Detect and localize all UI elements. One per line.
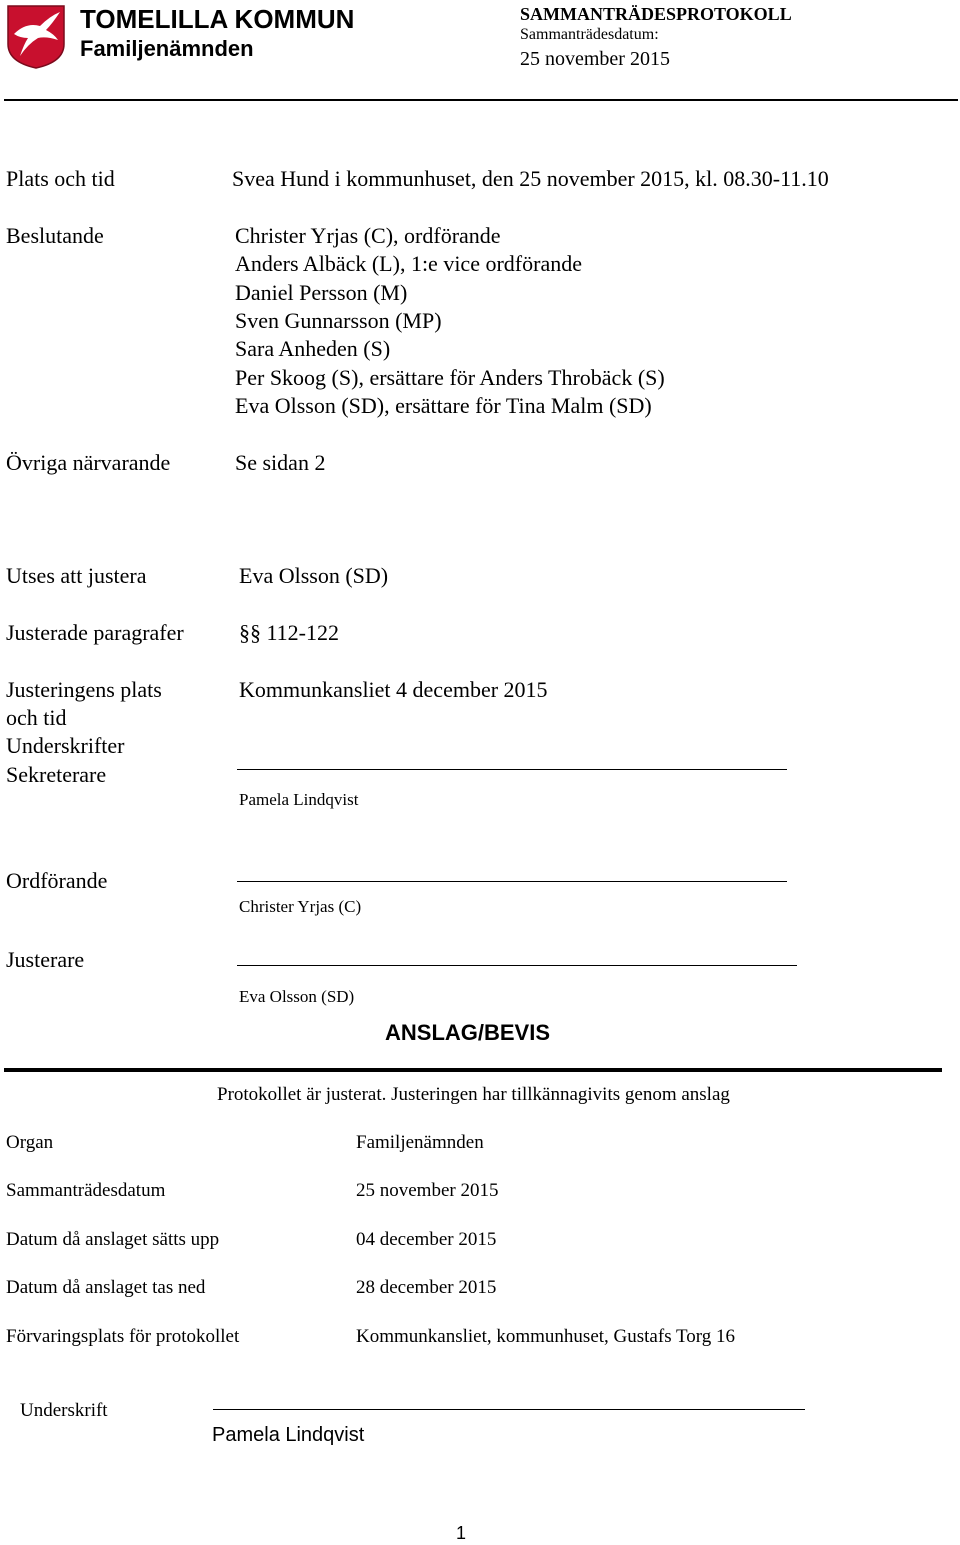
decision-label: Beslutande — [6, 223, 104, 248]
municipality-name: TOMELILLA KOMMUN — [80, 4, 355, 34]
notice-statement: Protokollet är justerat. Justeringen har tillkännagivits genom anslag — [217, 1084, 730, 1105]
notice-row-label-removed: Datum då anslaget tas ned — [6, 1277, 206, 1298]
chair-name: Christer Yrjas (C) — [239, 897, 362, 916]
member-2: Anders Albäck (L), 1:e vice ordförande — [235, 251, 582, 276]
notice-signature-line — [213, 1409, 805, 1410]
notice-signature-name: Pamela Lindqvist — [212, 1424, 365, 1446]
adjuster-name: Eva Olsson (SD) — [239, 987, 355, 1006]
notice-title: ANSLAG/BEVIS — [385, 1020, 551, 1045]
notice-row-value-storage: Kommunkansliet, kommunhuset, Gustafs Torg 16 — [356, 1326, 736, 1347]
notice-divider — [4, 1068, 942, 1072]
secretary-name: Pamela Lindqvist — [239, 790, 359, 809]
paragraphs-value: §§ 112-122 — [239, 620, 340, 645]
notice-row-label-meeting-date: Sammanträdesdatum — [6, 1180, 166, 1201]
appointed-label: Utses att justera — [6, 563, 147, 588]
secretary-signature-line — [237, 769, 787, 770]
others-label: Övriga närvarande — [6, 450, 171, 475]
adjust-place-label-1: Justeringens plats — [6, 677, 162, 702]
paragraphs-label: Justerade paragrafer — [6, 620, 184, 645]
others-value: Se sidan 2 — [235, 450, 326, 475]
adjuster-label: Justerare — [6, 947, 85, 972]
member-4: Sven Gunnarsson (MP) — [235, 308, 442, 333]
member-3: Daniel Persson (M) — [235, 280, 408, 305]
notice-row-label-storage: Förvaringsplats för protokollet — [6, 1326, 240, 1347]
notice-row-label-organ: Organ — [6, 1132, 54, 1153]
member-7: Eva Olsson (SD), ersättare för Tina Malm (SD) — [235, 393, 652, 418]
adjust-place-label-2: och tid — [6, 705, 67, 730]
place-label: Plats och tid — [6, 166, 115, 191]
place-value: Svea Hund i kommunhuset, den 25 november 2015, kl. 08.30-11.10 — [232, 166, 829, 191]
notice-row-label-posted: Datum då anslaget sätts upp — [6, 1229, 220, 1250]
member-6: Per Skoog (S), ersättare för Anders Throbäck (S) — [235, 365, 665, 390]
board-name: Familjenämnden — [80, 36, 254, 61]
secretary-label: Sekreterare — [6, 762, 107, 787]
chair-signature-line — [237, 881, 787, 882]
header-divider — [4, 99, 958, 101]
document-type: SAMMANTRÄDESPROTOKOLL — [520, 4, 792, 24]
municipality-crest-logo — [6, 4, 66, 70]
notice-row-value-meeting-date: 25 november 2015 — [356, 1180, 499, 1201]
adjust-place-value: Kommunkansliet 4 december 2015 — [239, 677, 548, 702]
meeting-date-value: 25 november 2015 — [520, 48, 670, 70]
notice-signature-label: Underskrift — [20, 1400, 108, 1421]
adjuster-signature-line — [237, 965, 797, 966]
page-number: 1 — [456, 1523, 467, 1543]
appointed-value: Eva Olsson (SD) — [239, 563, 389, 588]
notice-row-value-removed: 28 december 2015 — [356, 1277, 497, 1298]
member-1: Christer Yrjas (C), ordförande — [235, 223, 501, 248]
meeting-date-label: Sammanträdesdatum: — [520, 26, 659, 43]
signatures-label: Underskrifter — [6, 733, 125, 758]
member-5: Sara Anheden (S) — [235, 336, 391, 361]
notice-row-value-posted: 04 december 2015 — [356, 1229, 497, 1250]
chair-label: Ordförande — [6, 868, 108, 893]
notice-row-value-organ: Familjenämnden — [356, 1132, 484, 1153]
